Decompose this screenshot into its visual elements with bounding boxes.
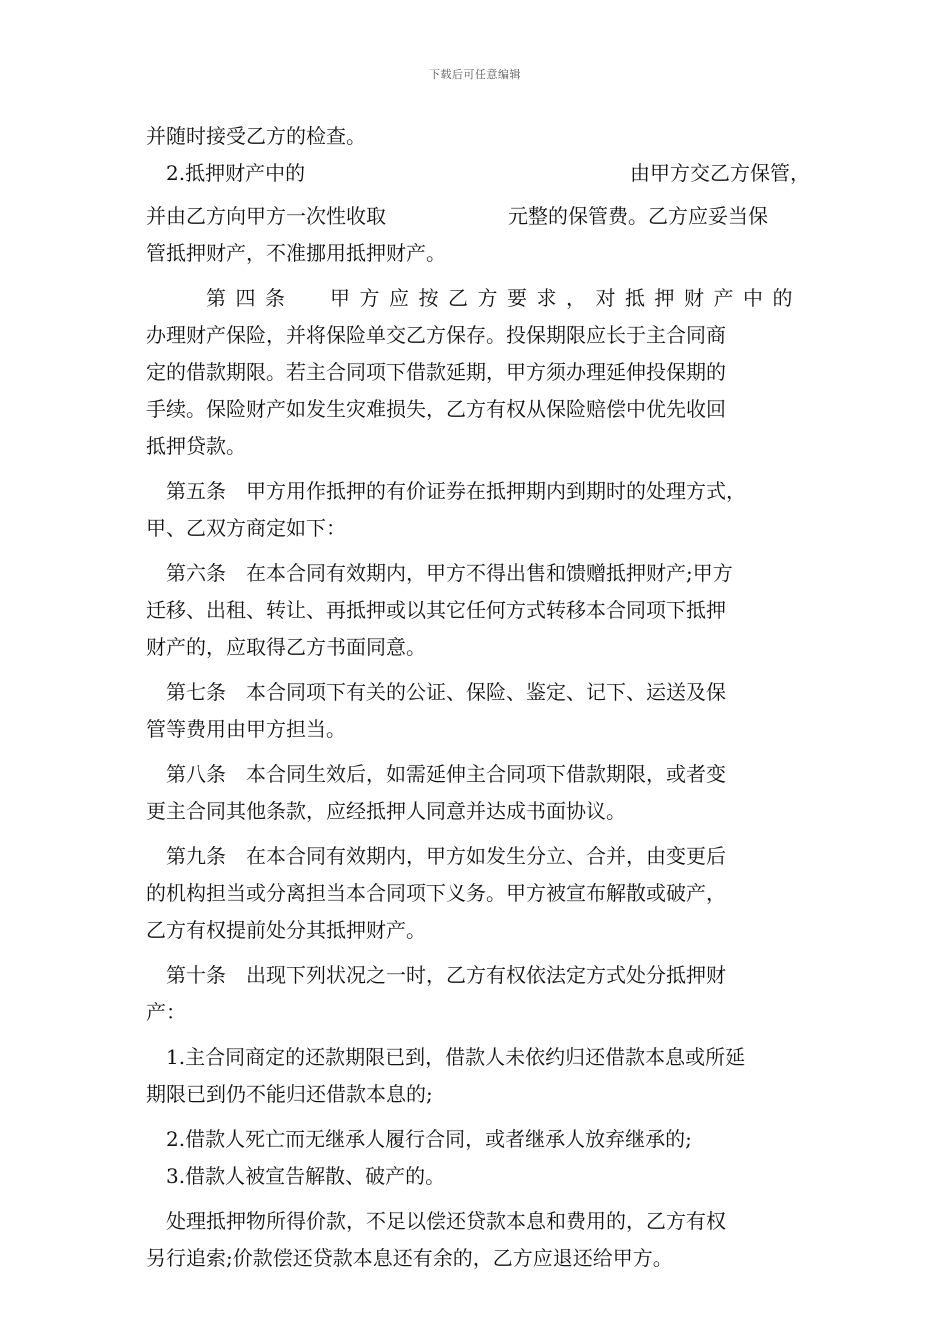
paragraph-line: 期限已到仍不能归还借款本息的;: [146, 1082, 433, 1106]
clause-10-line: 第十条 出现下列状况之一时，乙方有权依法定方式处分抵押财: [166, 963, 726, 987]
clause-7-line: 第七条 本合同项下有关的公证、保险、鉴定、记下、运送及保: [166, 680, 726, 704]
paragraph-line: 产：: [146, 1000, 186, 1024]
paragraph-line: 迁移、出租、转让、再抵押或以其它任何方式转移本合同项下抵押: [146, 598, 726, 622]
clause-6-line: 第六条 在本合同有效期内，甲方不得出售和馈赠抵押财产;甲方: [166, 561, 733, 585]
clause-3-item-2-line: [146, 155, 810, 192]
paragraph-line: 乙方有权提前处分其抵押财产。: [146, 918, 426, 942]
list-item-2: 2.借款人死亡而无继承人履行合同，或者继承人放弃继承的;: [166, 1127, 692, 1151]
clause-5-line: 第五条 甲方用作抵押的有价证券在抵押期内到期时的处理方式，: [166, 479, 746, 503]
paragraph-line: 的机构担当或分离担当本合同项下义务。甲方被宣布解散或破产，: [146, 881, 726, 905]
document-body: [146, 118, 810, 1277]
paragraph-line: 管抵押财产，不准挪用抵押财产。: [146, 241, 446, 265]
page-header: 下载后可任意编辑: [429, 68, 521, 81]
item-2-text-end: 由甲方交乙方保管，: [630, 161, 810, 185]
clause-4-number: 第四条: [206, 286, 295, 310]
paragraph-line: [146, 198, 810, 235]
paragraph-line: 办理财产保险，并将保险单交乙方保存。投保期限应长于主合同商: [146, 323, 726, 347]
paragraph-line: 财产的，应取得乙方书面同意。: [146, 635, 426, 659]
clause-8-line: 第八条 本合同生效后，如需延伸主合同项下借款期限，或者变: [166, 762, 726, 786]
paragraph-line: 管等费用由甲方担当。: [146, 717, 346, 741]
paragraph-line: 并随时接受乙方的检查。: [146, 124, 366, 148]
clause-4-text: 甲方应按乙方要求，对抵押财产中的: [330, 286, 802, 310]
closing-paragraph-line: 处理抵押物所得价款，不足以偿还贷款本息和费用的，乙方有权: [166, 1209, 726, 1233]
clause-9-line: 第九条 在本合同有效期内，甲方如发生分立、合并，由变更后: [166, 844, 726, 868]
paragraph-line: 更主合同其他条款，应经抵押人同意并达成书面协议。: [146, 799, 626, 823]
fee-text-end: 元整的保管费。乙方应妥当保: [508, 204, 768, 228]
item-2-text-start: 2.抵押财产中的: [166, 161, 306, 185]
clause-4-heading-line: [146, 280, 810, 317]
paragraph-line: 抵押贷款。: [146, 434, 246, 458]
paragraph-line: 定的借款期限。若主合同项下借款延期，甲方须办理延伸投保期的: [146, 360, 726, 384]
fee-text-start: 并由乙方向甲方一次性收取: [146, 204, 386, 228]
list-item-3: 3.借款人被宣告解散、破产的。: [166, 1164, 446, 1188]
paragraph-line: 另行追索;价款偿还贷款本息还有余的，乙方应退还给甲方。: [146, 1246, 673, 1270]
paragraph-line: 手续。保险财产如发生灾难损失，乙方有权从保险赔偿中优先收回: [146, 397, 726, 421]
list-item-1: 1.主合同商定的还款期限已到，借款人未依约归还借款本息或所延: [166, 1045, 746, 1069]
paragraph-line: 甲、乙双方商定如下：: [146, 516, 346, 540]
